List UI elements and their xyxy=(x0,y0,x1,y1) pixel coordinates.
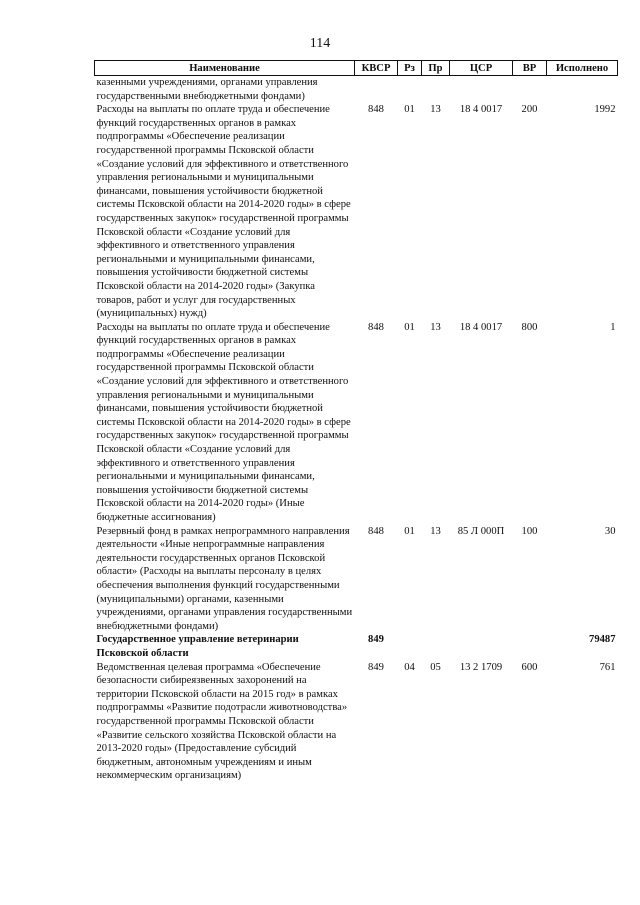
cell-rz: 01 xyxy=(404,104,415,116)
cell-csr: 13 2 1709 xyxy=(459,661,503,673)
cell-kvsr: 848 xyxy=(368,525,384,537)
cell-name: Расходы на выплаты по оплате труда и обеспечение функций государственных органов в рамках подпрограммы «Обеспечение реализации государственной программы Псковской области «Создание условий для эффективного и ответственного управления региональными и муниципальными финансами, повышения устойчивости бюджетной системы Псковской области на 2014-2020 годы» в сфере государственных закупок» государственной программы Псковской области «Создание условий для эффективного и ответственного управления региональными и муниципальными финансами, повышения устойчивости бюджетной системы Псковской области на 2014-2020 годы» (Закупка товаров, работ и услуг для государственных (муниципальных) нужд) xyxy=(96,104,351,320)
header-pr: Пр xyxy=(422,61,450,76)
cell-rz: 01 xyxy=(404,525,415,537)
cell-vr: 600 xyxy=(521,661,538,673)
cell-csr: 18 4 0017 xyxy=(459,321,503,333)
cell-pr: 13 xyxy=(430,104,441,116)
cell-csr xyxy=(450,633,513,660)
table-row xyxy=(95,661,618,783)
header-done: Исполнено xyxy=(547,61,618,76)
cell-rz: 04 xyxy=(404,661,415,673)
cell-pr: 13 xyxy=(430,321,441,333)
cell-done: 1992 xyxy=(594,104,616,116)
cell-vr: 800 xyxy=(521,321,538,333)
cell-name: казенными учреждениями, органами управления государственными внебюджетными фондами) xyxy=(96,77,318,102)
cell-kvsr: 848 xyxy=(368,104,384,116)
cell-csr xyxy=(450,76,513,104)
cell-pr xyxy=(422,76,450,104)
budget-table xyxy=(94,60,618,783)
table-header-row xyxy=(95,61,618,76)
cell-rz xyxy=(398,76,422,104)
cell-kvsr: 849 xyxy=(368,661,384,673)
cell-vr: 100 xyxy=(521,525,538,537)
cell-name: Ведомственная целевая программа «Обеспечение безопасности сибиреязвенных захоронений на территории Псковской области на 2015 год» в рамках подпрограммы «Развитие подотрасли животноводства» государственной программы Псковской области «Развитие сельского хозяйства Псковской области на 2013-2020 годы» (Предоставление субсидий бюджетным, автономным учреждениям и иным некоммерческим организациям) xyxy=(96,661,348,782)
cell-pr: 05 xyxy=(430,661,441,673)
cell-vr xyxy=(513,633,547,660)
table-row xyxy=(95,321,618,525)
table-row xyxy=(95,103,618,321)
table-row xyxy=(95,525,618,634)
cell-vr: 200 xyxy=(521,104,538,116)
cell-pr xyxy=(422,633,450,660)
cell-name: Расходы на выплаты по оплате труда и обеспечение функций государственных органов в рамках подпрограммы «Обеспечение реализации государственной программы Псковской области «Создание условий для эффективного и ответственного управления региональными и муниципальными финансами, повышения устойчивости бюджетной системы Псковской области на 2014-2020 годы» в сфере государственных закупок» государственной программы Псковской области «Создание условий для эффективного и ответственного управления региональными и муниципальными финансами, повышения устойчивости бюджетной системы Псковской области на 2014-2020 годы» (Иные бюджетные ассигнования) xyxy=(96,321,351,523)
cell-done xyxy=(547,76,618,104)
cell-done: 30 xyxy=(604,525,616,537)
cell-done: 761 xyxy=(599,661,616,673)
cell-pr: 13 xyxy=(430,525,441,537)
table-row xyxy=(95,633,618,660)
table-row xyxy=(95,76,618,104)
cell-name: Резервный фонд в рамках непрограммного направления деятельности «Иные непрограммные направления деятельности государственных органов Псковской области» (Расходы на выплаты персоналу в целях обеспечения выполнения функций государственными (муниципальными) органами, казенными учреждениями, органами управления государственными внебюджетными фондами) xyxy=(96,525,353,632)
cell-csr: 18 4 0017 xyxy=(459,104,503,116)
cell-vr xyxy=(513,76,547,104)
header-name: Наименование xyxy=(95,61,355,76)
header-kvsr: КВСР xyxy=(355,61,398,76)
header-rz: Рз xyxy=(398,61,422,76)
page-number: 114 xyxy=(309,36,331,51)
header-csr: ЦСР xyxy=(450,61,513,76)
cell-rz xyxy=(398,633,422,660)
cell-kvsr xyxy=(355,76,398,104)
cell-done: 79487 xyxy=(589,634,616,646)
cell-kvsr: 848 xyxy=(368,321,384,333)
cell-rz: 01 xyxy=(404,321,415,333)
header-vr: ВР xyxy=(513,61,547,76)
cell-name: Государственное управление ветеринарии Псковской области xyxy=(96,634,299,659)
cell-done: 1 xyxy=(610,321,616,333)
cell-kvsr: 849 xyxy=(368,634,384,646)
cell-csr: 85 Л 000П xyxy=(457,525,505,537)
